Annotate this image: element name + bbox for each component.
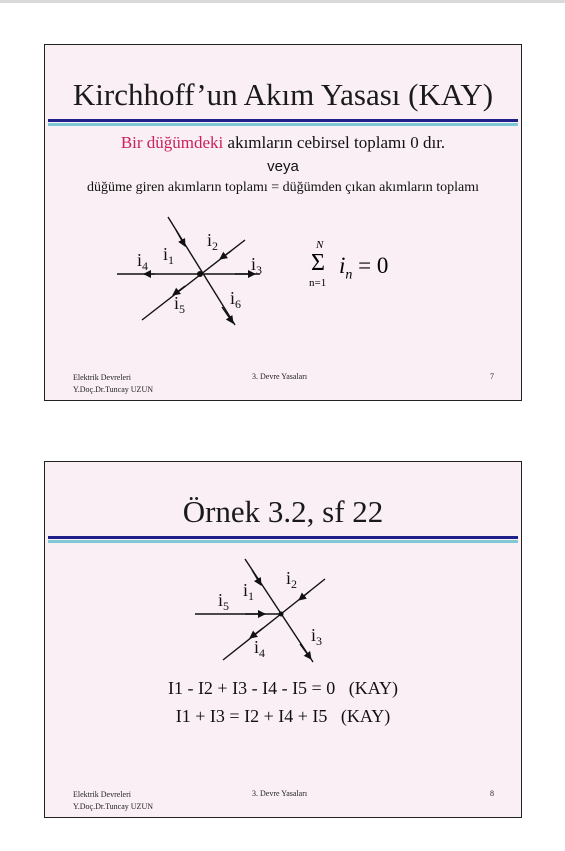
sum-rhs: = 0: [352, 253, 389, 278]
label-i1: $i_1$: [163, 244, 175, 267]
label-i2: $i_2$: [207, 230, 219, 253]
kcl-equation-1: I1 - I2 + I3 - I4 - I5 = 0 (KAY): [167, 678, 399, 698]
kcl-alternative: düğüme giren akımların toplamı = düğümden çıkan akımların toplamı: [86, 180, 480, 195]
label-i5: $i_5$: [174, 293, 186, 316]
node-diagram: [45, 462, 523, 819]
kcl-highlight: Bir düğümdeki: [120, 133, 224, 152]
sum-upper-limit: N: [316, 239, 324, 251]
sum-body: [339, 253, 388, 284]
footer-course-author: [73, 372, 153, 396]
slide-title: Kirchhoff’un Akım Yasası (KAY): [72, 77, 494, 112]
sum-symbol: Σ: [311, 250, 325, 276]
slide-7: [44, 44, 522, 401]
label-i3: $i_3$: [311, 625, 323, 648]
label-i6: $i_6$: [230, 288, 242, 311]
label-i2: $i_2$: [286, 568, 298, 591]
label-i4: $i_4$: [254, 637, 266, 660]
footer-course-author: [73, 789, 153, 813]
footer-author: Y.Doç.Dr.Tuncay UZUN: [73, 802, 153, 811]
footer-page-number: 8: [490, 789, 494, 798]
arrow-i2: [299, 591, 310, 600]
label-i3: $i_3$: [251, 254, 263, 277]
footer-course: Elektrik Devreleri: [73, 373, 131, 382]
viewer-top-bar: [0, 0, 565, 3]
arrow-i6: [222, 307, 233, 323]
sum-variable: i: [339, 253, 346, 278]
footer-course: Elektrik Devreleri: [73, 790, 131, 799]
arrow-i2: [220, 251, 231, 259]
arrow-i3: [300, 644, 311, 659]
label-i1: $i_1$: [243, 580, 255, 603]
node-diagram: [45, 45, 523, 402]
sum-lower-limit: n=1: [309, 277, 327, 289]
connector-text: veya: [267, 158, 299, 175]
label-i5: $i_5$: [218, 590, 230, 613]
arrow-i1: [252, 570, 261, 585]
kcl-rest: akımların cebirsel toplamı 0 dır.: [223, 133, 446, 152]
label-i4: $i_4$: [137, 250, 149, 273]
footer-chapter: 3. Devre Yasaları: [252, 789, 308, 798]
footer-page-number: 7: [490, 372, 494, 381]
sum-subscript: n: [345, 267, 353, 283]
kcl-equation-2: I1 + I3 = I2 + I4 + I5 (KAY): [175, 706, 391, 726]
footer-author: Y.Doç.Dr.Tuncay UZUN: [73, 385, 153, 394]
kcl-formula: [303, 235, 423, 305]
slide-title: Örnek 3.2, sf 22: [182, 494, 384, 529]
slide-8: [44, 461, 522, 818]
footer-chapter: 3. Devre Yasaları: [252, 372, 308, 381]
arrow-i1: [176, 230, 185, 246]
